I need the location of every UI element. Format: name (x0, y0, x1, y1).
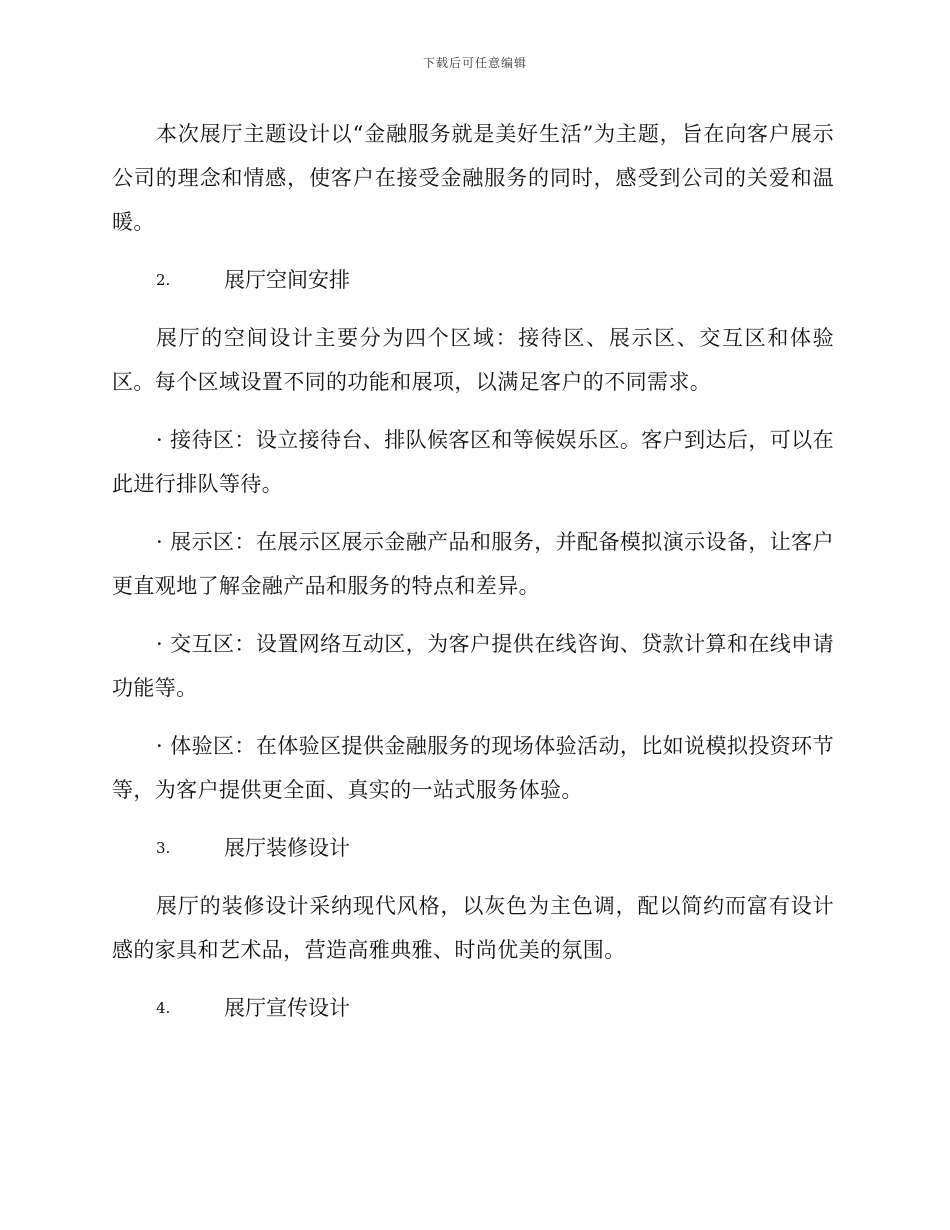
section-heading-3 (112, 826, 834, 870)
bullet-item: · 体验区：在体验区提供金融服务的现场体验活动，比如说模拟投资环节等，为客户提供更全面、真实的一站式服务体验。 (112, 734, 834, 802)
intro-paragraph: 本次展厅主题设计以“金融服务就是美好生活”为主题，旨在向客户展示公司的理念和情感，使客户在接受金融服务的同时，感受到公司的关爱和温暖。 (112, 122, 834, 234)
section-heading-4 (112, 986, 834, 1030)
header-note: 下载后可任意编辑 (422, 56, 527, 70)
bullet-item: · 接待区：设立接待台、排队候客区和等候娱乐区。客户到达后，可以在此进行排队等待。 (112, 428, 834, 496)
section-title: 展厅空间安排 (224, 268, 350, 292)
section-heading-2 (112, 258, 834, 302)
section-2-paragraph: 展厅的空间设计主要分为四个区域：接待区、展示区、交互区和体验区。每个区域设置不同的功能和展项，以满足客户的不同需求。 (112, 326, 834, 394)
section-title: 展厅装修设计 (224, 836, 350, 860)
section-number: 4. (156, 999, 171, 1017)
section-number: 3. (156, 839, 171, 857)
section-3-paragraph: 展厅的装修设计采纳现代风格，以灰色为主色调，配以简约而富有设计感的家具和艺术品，营造高雅典雅、时尚优美的氛围。 (112, 894, 834, 962)
bullet-item: · 交互区：设置网络互动区，为客户提供在线咨询、贷款计算和在线申请功能等。 (112, 632, 834, 700)
document-content (112, 112, 834, 1044)
section-title: 展厅宣传设计 (224, 996, 350, 1020)
section-number: 2. (156, 271, 171, 289)
bullet-item: · 展示区：在展示区展示金融产品和服务，并配备模拟演示设备，让客户更直观地了解金融产品和服务的特点和差异。 (112, 530, 834, 598)
